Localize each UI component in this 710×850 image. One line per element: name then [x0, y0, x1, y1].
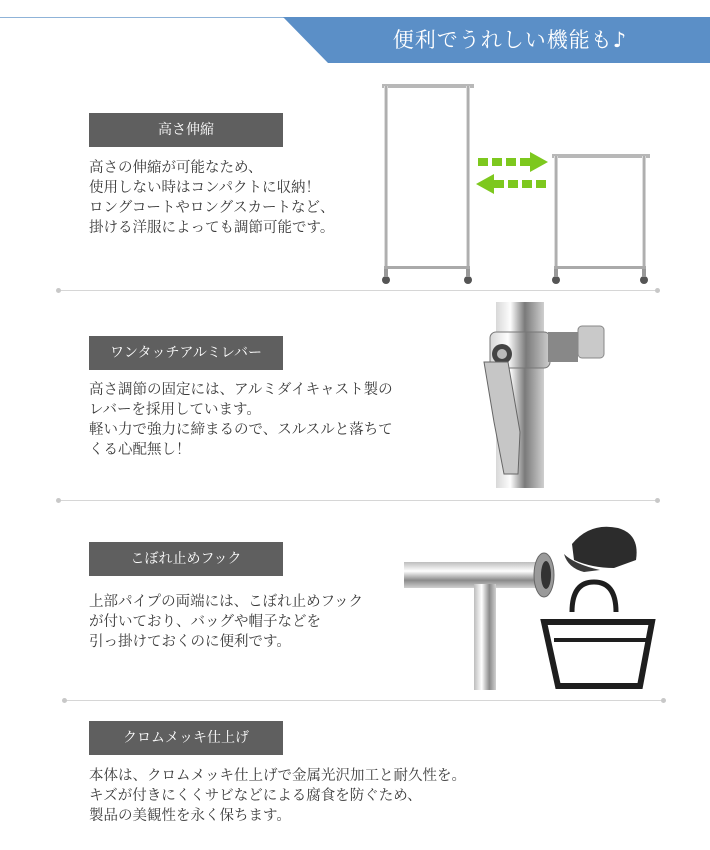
section-divider	[64, 700, 664, 701]
feature-label-lever: ワンタッチアルミレバー	[89, 336, 283, 370]
feature-desc-lever: 高さ調節の固定には、アルミダイキャスト製の レバーを採用しています。 軽い力で強力に締まるので、スルスルと落ちて くる心配無し！	[89, 382, 393, 458]
feature-desc-chrome: 本体は、クロムメッキ仕上げで金属光沢加工と耐久性を。 キズが付きにくくサビなどによる腐食を防ぐため、 製品の美観性を永く保ちます。	[89, 768, 466, 824]
feature-desc-hook: 上部パイプの両端には、こぼれ止めフック が付いており、バッグや帽子などを 引っ掛けておくのに便利です。	[89, 594, 364, 650]
feature-label-chrome: クロムメッキ仕上げ	[89, 721, 283, 755]
page-title: 便利でうれしい機能も♪	[392, 28, 628, 52]
aluminum-lever-image	[474, 302, 610, 488]
section-divider	[58, 290, 658, 291]
feature-label-height: 高さ伸縮	[89, 113, 283, 147]
hook-bag-cap-image	[404, 520, 660, 690]
feature-label-hook: こぼれ止めフック	[89, 542, 283, 576]
feature-desc-height: 高さの伸縮が可能なため、 使用しない時はコンパクトに収納！ ロングコートやロングスカートなど、 掛ける洋服によっても調節可能です。	[89, 160, 335, 236]
hanger-rack-telescoping-image	[374, 80, 660, 290]
section-divider	[58, 500, 658, 501]
header-rule	[0, 17, 300, 18]
